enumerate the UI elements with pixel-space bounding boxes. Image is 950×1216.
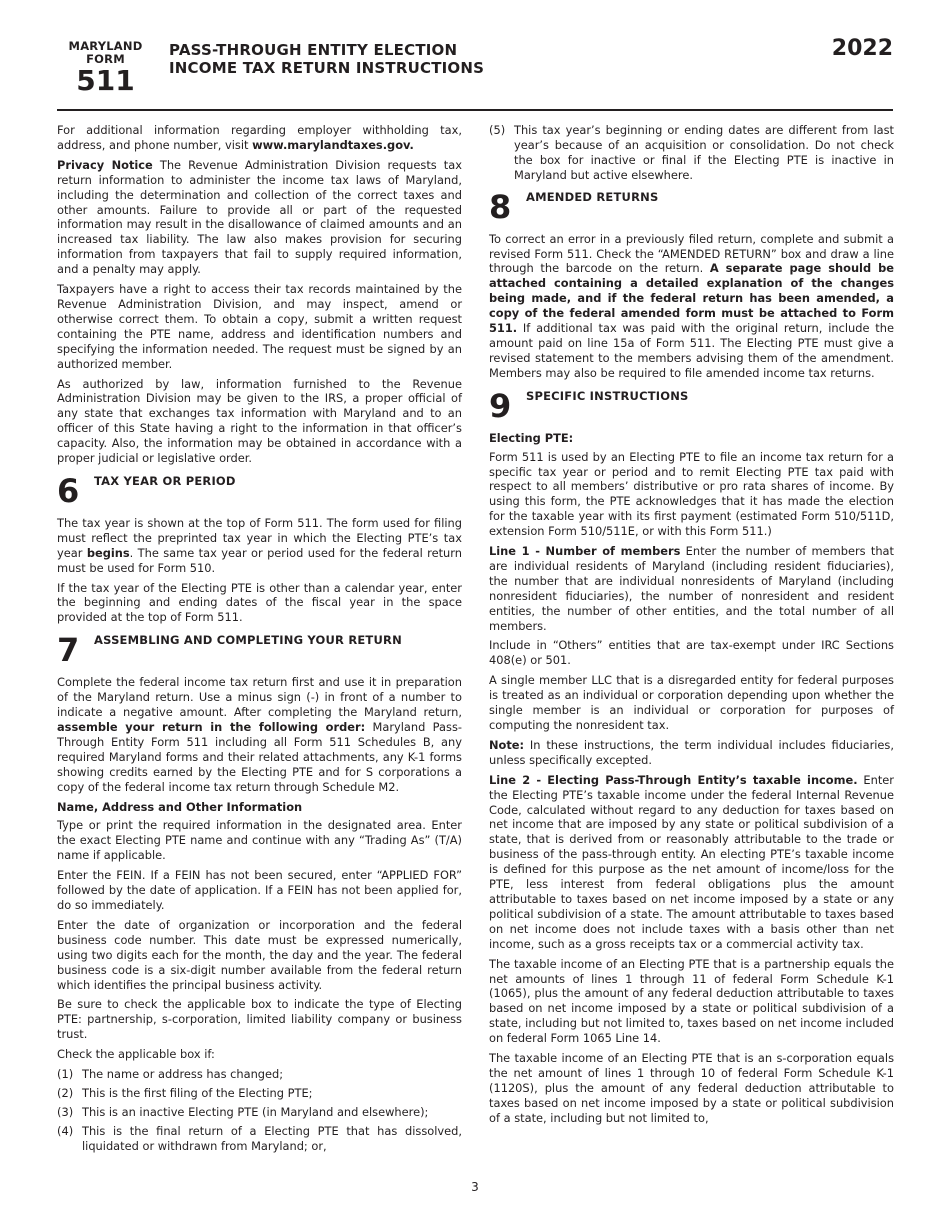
line2-label: Line 2 - Electing Pass-Through Entity’s taxable income.: [489, 772, 858, 787]
title-line-2: INCOME TAX RETURN INSTRUCTIONS: [169, 59, 485, 77]
right-column: [489, 123, 894, 1131]
bold-run: A separate page should be attached containing a detailed explanation of the changes being made, and if the federal return has been amended, a copy of the federal amended form must be attached to Form 511.: [489, 261, 894, 336]
law-paragraph: As authorized by law, information furnished to the Revenue Administration Division may be given to the IRS, a proper official of any state that exchanges tax information with Maryland and to an officer of this State having a right to the information in that officer’s capacity. Also, the information may be obtained in accordance with a proper judicial or legislative order.: [57, 376, 462, 466]
list-item: [57, 1086, 462, 1101]
contact-text: For additional information regarding employer withholding tax, address, and phone number, visit: [57, 123, 462, 152]
line1-label: Line 1 - Number of members: [489, 544, 681, 559]
section-number: 9: [489, 386, 512, 425]
scorp-paragraph: The taxable income of an Electing PTE that is an s-corporation equals the net amount of lines 1 through 10 of federal Form Schedule K-1 (1120S), plus the amount of any federal deduction attributable to taxes based on net income imposed by a state or political subdivision of a state, including but not limited to,: [489, 1051, 894, 1125]
fiscal-year-paragraph: If the tax year of the Electing PTE is other than a calendar year, enter the beginning and ending dates of the fiscal year in the space provided at the top of Form 511.: [57, 580, 462, 625]
list-text: This tax year’s beginning or ending dates are different from last year’s because of an acquisition or consolidation. Do not check the box for inactive or final if the Electing PTE is inactive in Maryland but active elsewhere.: [514, 123, 894, 182]
privacy-text: The Revenue Administration Division requests tax return information to administer the income tax laws of Maryland, including the determination and collection of the correct taxes and other amounts. Failure to provide all or part of the requested information may result in the disallowance of claimed amounts and an increased tax liability. The law also makes provision for securing information from taxpayers that fail to supply required information, and a penalty may apply.: [57, 157, 462, 277]
page-number: 3: [471, 1180, 479, 1194]
list-item: [489, 123, 894, 183]
assembling-paragraph: [57, 675, 462, 794]
llc-paragraph: A single member LLC that is a disregarded entity for federal purposes is treated as an individual or corporation depending upon whether the single member is an individual or corporation for purposes of computing the nonresident tax.: [489, 673, 894, 732]
section-title: TAX YEAR OR PERIOD: [94, 473, 236, 488]
text-run: Maryland Pass-Through Entity Form 511 including all Form 511 Schedules B, any required Maryland forms and their related attachments, any K-1 forms showing credits earned by the Electing PTE and for S corporations a copy of the federal income tax return through Schedule M2.: [57, 720, 462, 794]
form-id-block: [58, 40, 153, 96]
bold-run: assemble your return in the following order:: [57, 720, 366, 734]
note-paragraph: [489, 738, 894, 768]
text-run: To correct an error in a previously filed return, complete and submit a revised Form 511. Check the “AMENDED RETURN” box and draw a line through the barcode on the return.: [489, 231, 894, 276]
list-marker: (3): [57, 1104, 74, 1119]
check-if-paragraph: Check the applicable box if:: [57, 1047, 215, 1062]
list-item: [57, 1067, 462, 1082]
left-column: [57, 123, 462, 1158]
text-run: If additional tax was paid with the original return, include the amount paid on line 15a of Form 511. The Electing PTE must give a revised statement to the members advising them of the amendment. Members may also be required to file amended income tax returns.: [489, 321, 894, 380]
line1-text: Enter the number of members that are individual residents of Maryland (including resident fiduciaries), the number that are individual nonresidents of Maryland (including nonresident fiduciaries), the number of nonresident and resident entities, the number of other entities, and the total number of all members.: [489, 544, 894, 633]
text-run: The tax year is shown at the top of Form 511. The form used for filing must reflect the preprinted tax year in which the Electing PTE’s tax year: [57, 515, 462, 560]
section-8-heading: [489, 187, 894, 231]
contact-paragraph: [57, 123, 462, 153]
date-paragraph: Enter the date of organization or incorporation and the federal business code number. This date must be expressed numerically, using two digits each for the month, the day and the year. The federal business code is a six-digit number available from the federal return which identifies the principal business activity.: [57, 917, 462, 992]
privacy-paragraph: [57, 158, 462, 277]
title-line-1: PASS-THROUGH ENTITY ELECTION: [169, 41, 458, 59]
section-number: 8: [489, 187, 512, 226]
tax-year: 2022: [831, 36, 893, 61]
subheading-electing-pte: Electing PTE:: [489, 430, 574, 445]
line2-paragraph: [489, 773, 894, 952]
text-run: Complete the federal income tax return first and use it in preparation of the Maryland return. Use a minus sign (-) in front of a number to indicate a negative amount. After completing the Maryland return,: [57, 675, 462, 720]
state-label: MARYLAND: [68, 39, 143, 53]
page-title: [169, 41, 484, 77]
text-run: . The same tax year or period used for the federal return must be used for Form 510.: [57, 545, 462, 575]
rights-paragraph: Taxpayers have a right to access their tax records maintained by the Revenue Administration Division, and may inspect, amend or otherwise correct them. To obtain a copy, submit a written request containing the PTE name, address and identification numbers and specifying the information needed. The request must be signed by an authorized member.: [57, 282, 462, 371]
header-divider: [57, 109, 893, 111]
partnership-paragraph: The taxable income of an Electing PTE that is a partnership equals the net amounts of lines 1 through 11 of federal Form Schedule K-1 (1065), plus the amount of any federal deduction attributable to taxes based on net income imposed by a state or political subdivision of a state, including but not limited to, taxes based on net income included on federal Form 1065 Line 14.: [489, 956, 894, 1046]
list-item: [57, 1124, 462, 1154]
section-title: SPECIFIC INSTRUCTIONS: [526, 388, 689, 403]
note-text: In these instructions, the term individual includes fiduciaries, unless specifically excepted.: [489, 737, 894, 767]
section-6-heading: [57, 471, 462, 515]
section-title: AMENDED RETURNS: [526, 189, 659, 204]
entity-type-paragraph: Be sure to check the applicable box to indicate the type of Electing PTE: partnership, s-corporation, limited liability company or business trust.: [57, 997, 462, 1042]
tax-year-paragraph: [57, 516, 462, 576]
others-paragraph: Include in “Others” entities that are tax-exempt under IRC Sections 408(e) or 501.: [489, 638, 894, 668]
list-marker: (5): [489, 123, 506, 137]
section-number: 6: [57, 471, 80, 510]
type-paragraph: Type or print the required information in the designated area. Enter the exact Electing PTE name and continue with any “Trading As” (T/A) name if applicable.: [57, 818, 462, 863]
line2-text: Enter the Electing PTE’s taxable income under the federal Internal Revenue Code, calculated without regard to any deduction for taxes based on net income that are imposed by any state or political subdivision of a state, that is derived from or reasonably attributable to the trade or business of the pass-through entity. An electing PTE’s taxable income is defined for this purpose as the net amount of income/loss for the PTE, less interest from federal obligations plus the amount attributable to taxes based on net income imposed by a state or any political subdivision of a state. The amount attributable to taxes based on net income does not include taxes with a basis other than net income, such as a gross receipts tax or a commercial activity tax.: [489, 772, 894, 951]
fein-paragraph: Enter the FEIN. If a FEIN has not been secured, enter “APPLIED FOR” followed by the date of application. If a FEIN has not been applied for, do so immediately.: [57, 868, 462, 912]
list-marker: (2): [57, 1085, 74, 1100]
line1-paragraph: [489, 544, 894, 633]
section-9-heading: [489, 386, 894, 430]
list-item: [57, 1105, 462, 1120]
note-label: Note:: [489, 737, 525, 752]
electing-paragraph: Form 511 is used by an Electing PTE to file an income tax return for a specific tax year or period and to remit Electing PTE tax paid with respect to all members’ distributive or pro rata shares of income. By using this form, the PTE acknowledges that it has made the election for the taxable year with its first payment (estimated Form 510/511D, extension Form 510/511E, or with this Form 511.): [489, 449, 894, 539]
bold-run: begins: [86, 545, 130, 560]
list-text: This is the final return of a Electing PTE that has dissolved, liquidated or withdrawn from Maryland; or,: [82, 1123, 462, 1153]
list-marker: (1): [57, 1067, 74, 1082]
amended-paragraph: [489, 232, 894, 381]
form-label: FORM: [86, 52, 125, 66]
section-number: 7: [57, 631, 80, 670]
list-marker: (4): [57, 1123, 74, 1138]
list-text: This is the first filing of the Electing PTE;: [82, 1085, 313, 1100]
section-title: ASSEMBLING AND COMPLETING YOUR RETURN: [94, 633, 402, 648]
form-number: 511: [76, 64, 135, 97]
website-link[interactable]: www.marylandtaxes.gov.: [252, 137, 414, 152]
list-text: The name or address has changed;: [82, 1067, 284, 1082]
privacy-label: Privacy Notice: [57, 157, 153, 172]
section-7-heading: [57, 630, 462, 674]
subheading-name-address: Name, Address and Other Information: [57, 799, 303, 814]
list-text: This is an inactive Electing PTE (in Maryland and elsewhere);: [82, 1104, 429, 1119]
